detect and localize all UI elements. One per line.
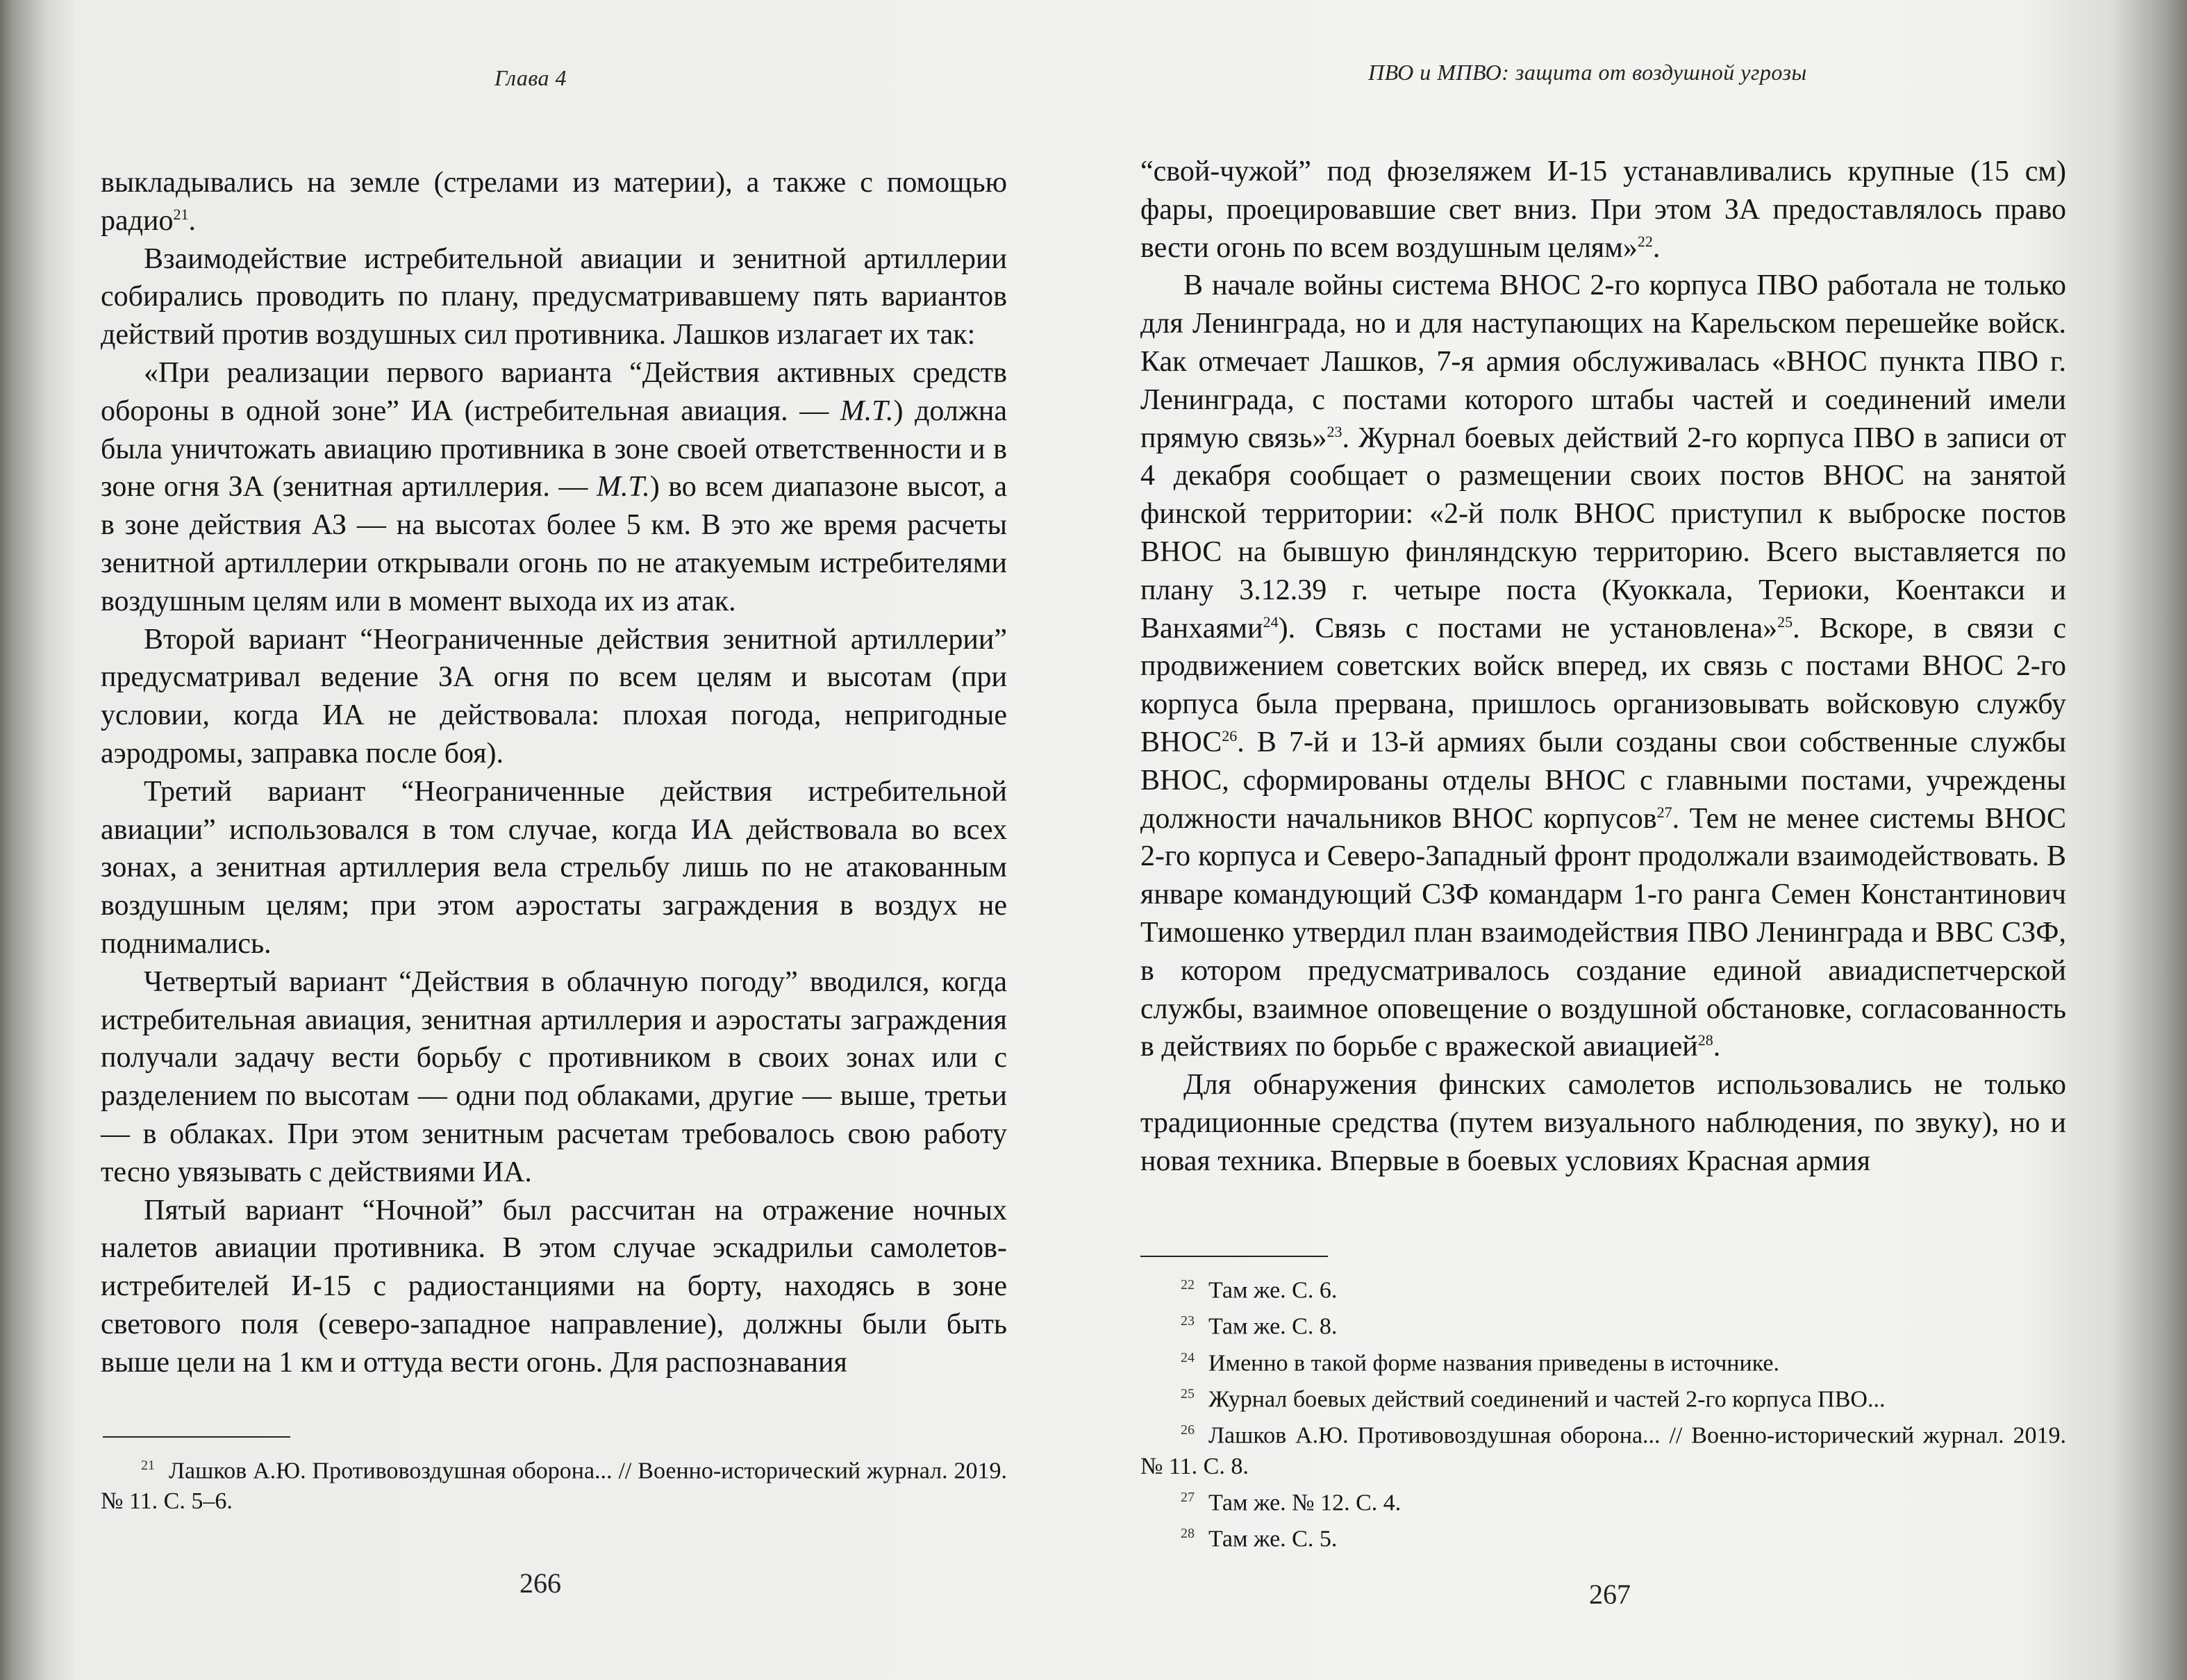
footnote-ref-26: 26 (1222, 726, 1238, 745)
left-paragraph-1: выкладывались на земле (стрелами из материи), а также с помощью радио$^{21}$. (101, 167, 1007, 237)
footnote-ref-28: 28 (1697, 1031, 1713, 1049)
right-paragraph-3: Для обнаружения финских самолетов использовались не только традиционные средства (путем визуального наблюдения, по звуку), но и новая техника. Впервые в боевых условиях Красная армия (1140, 1069, 2066, 1177)
right-running-header: ПВО и МПВО: защита от воздушной угрозы (1368, 60, 1807, 85)
footnote-ref-25: 25 (1777, 613, 1793, 631)
footnote-ref-27: 27 (1656, 803, 1672, 821)
footnote-ref-23: 23 (1327, 422, 1342, 440)
left-footnote-rule (103, 1436, 290, 1438)
left-paragraph-quote: «При реализации первого варианта “Действия активных средств обороны в одной зоне” ИА (истребительная авиация. — М.Т.) должна была уничтожать авиацию противника в зоне своей ответственности и в зоне огня ЗА (зенитная артиллерия. — М.Т.) во всем диапазоне высот, а в зоне действия АЗ — на высотах более 5 км. В это же время расчеты зенитной артиллерии открывали огонь по не атакуемым истребителями воздушным целям или в момент выхода их из атак. (101, 356, 1008, 617)
right-footnote-rule (1140, 1256, 1328, 1257)
right-page (1097, 0, 2187, 1680)
left-paragraph-6: Четвертый вариант “Действия в облачную погоду” вводился, когда истребительная авиация, зенитная артиллерия и аэростаты заграждения получали задачу вести борьбу с противником в своих зонах или с разделением по высотам — одни под облаками, другие — выше, третьи — в облаках. При этом зенитным расчетам требовалось свою работу тесно увязывать с действиями ИА. (101, 965, 1007, 1188)
left-running-header: Глава 4 (494, 65, 567, 90)
footnote-24: $^{24}$ Именно в такой форме названия приведены в источнике. (1181, 1349, 1779, 1376)
footnote-23: $^{23}$ Там же. С. 8. (1181, 1313, 1338, 1340)
left-page (0, 0, 1083, 1680)
footnote-27: $^{27}$ Там же. № 12. С. 4. (1181, 1489, 1402, 1515)
footnote-26: $^{26}$ Лашков А.Ю. Противовоздушная оборона... // Военно-исторический журнал. 2019. № 11. С. 8. (1140, 1422, 2066, 1479)
footnote-28: $^{28}$ Там же. С. 5. (1181, 1525, 1338, 1552)
right-paragraph-1: “свой-чужой” под фюзеляжем И-15 устанавливались крупные (15 см) фары, проецировавшие свет вниз. При этом ЗА предоставлялось право вести огонь по всем воздушным целям»$^{22}$. (1140, 156, 2066, 264)
left-page-body (101, 164, 1007, 1382)
footnote-22: $^{22}$ Там же. С. 6. (1181, 1277, 1338, 1304)
footnote-ref-22: 22 (1637, 232, 1653, 250)
footnote-ref-24: 24 (1263, 613, 1279, 631)
footnote-ref-21: 21 (173, 205, 189, 223)
left-paragraph-2: Взаимодействие истребительной авиации и зенитной артиллерии собирались проводить по плану, предусматривавшему пять вариантов действий против воздушных сил противника. Лашков излагает их так: (101, 242, 1007, 351)
left-page-number: 266 (519, 1567, 561, 1599)
footnote-25: $^{25}$ Журнал боевых действий соединений и частей 2-го корпуса ПВО... (1181, 1386, 1886, 1413)
left-paragraph-7: Пятый вариант “Ночной” был рассчитан на отражение ночных налетов авиации противника. В этом случае эскадрильи самолетов-истребителей И-15 с радиостанциями на борту, находясь в зоне светового поля (северо-западное направление), должны были быть выше цели на 1 км и оттуда вести огонь. Для распознавания (101, 1194, 1007, 1379)
right-paragraph-2: В начале войны система ВНОС 2-го корпуса ПВО работала не только для Ленинграда, но и для наступающих на Карельском перешейке войск. Как отмечает Лашков, 7-я армия обслуживалась «ВНОС пункта ПВО г. Ленинграда, с постами которого штабы частей и соединений имели прямую связь»$^{23}$. Журнал боевых действий 2-го корпуса ПВО в записи от 4 декабря сообщает о размещении своих постов ВНОС на занятой финской территории: «2-й полк ВНОС приступил к выброске постов ВНОС на бывшую финляндскую территорию. Всего выставляется по плану 3.12.39 г. четыре поста (Куоккала, Териоки, Коентакси и Ванхаями$^{24}$). Связь с постами не установлена»$^{25}$. Вскоре, в связи с продвижением советских войск вперед, их связь с постами ВНОС 2-го корпуса была прервана, пришлось организовывать войсковую службу ВНОС$^{26}$. В 7-й и 13-й армиях были созданы свои собственные службы ВНОС, сформированы отделы ВНОС с главными постами, учреждены должности начальников ВНОС корпусов$^{27}$. Тем не менее системы ВНОС 2-го корпуса и Северо-Западный фронт продолжали взаимодействовать. В январе командующий СЗФ командарм 1-го ранга Семен Константинович Тимошенко утвердил план взаимодействия ПВО Ленинграда и ВВС СЗФ, в котором предусматривалось создание единой авиадиспетчерской службы, взаимное оповещение о воздушной обстановке, согласованность в действиях по борьбе с вражеской авиацией$^{28}$. (1140, 269, 2066, 1063)
left-paragraph-5: Третий вариант “Неограниченные действия истребительной авиации” использовался в том случае, когда ИА действовала во всех зонах, а зенитная артиллерия вела стрельбу лишь по не атакованным воздушным целям; при этом аэростаты заграждения в воздух не поднимались. (101, 775, 1007, 960)
footnote-21: $^{21}$ Лашков А.Ю. Противовоздушная оборона... // Военно-исторический журнал. 2019. № 11. С. 5–6. (101, 1458, 1007, 1515)
right-page-number: 267 (1589, 1579, 1631, 1610)
left-footnotes (101, 1450, 1007, 1517)
right-page-body (1140, 153, 2066, 1181)
left-paragraph-4: Второй вариант “Неограниченные действия зенитной артиллерии” предусматривал ведение ЗА огня по всем целям и высотам (при условии, когда ИА не действовала: плохая погода, непригодные аэродромы, заправка после боя). (101, 623, 1007, 770)
right-footnotes (1140, 1270, 2066, 1554)
